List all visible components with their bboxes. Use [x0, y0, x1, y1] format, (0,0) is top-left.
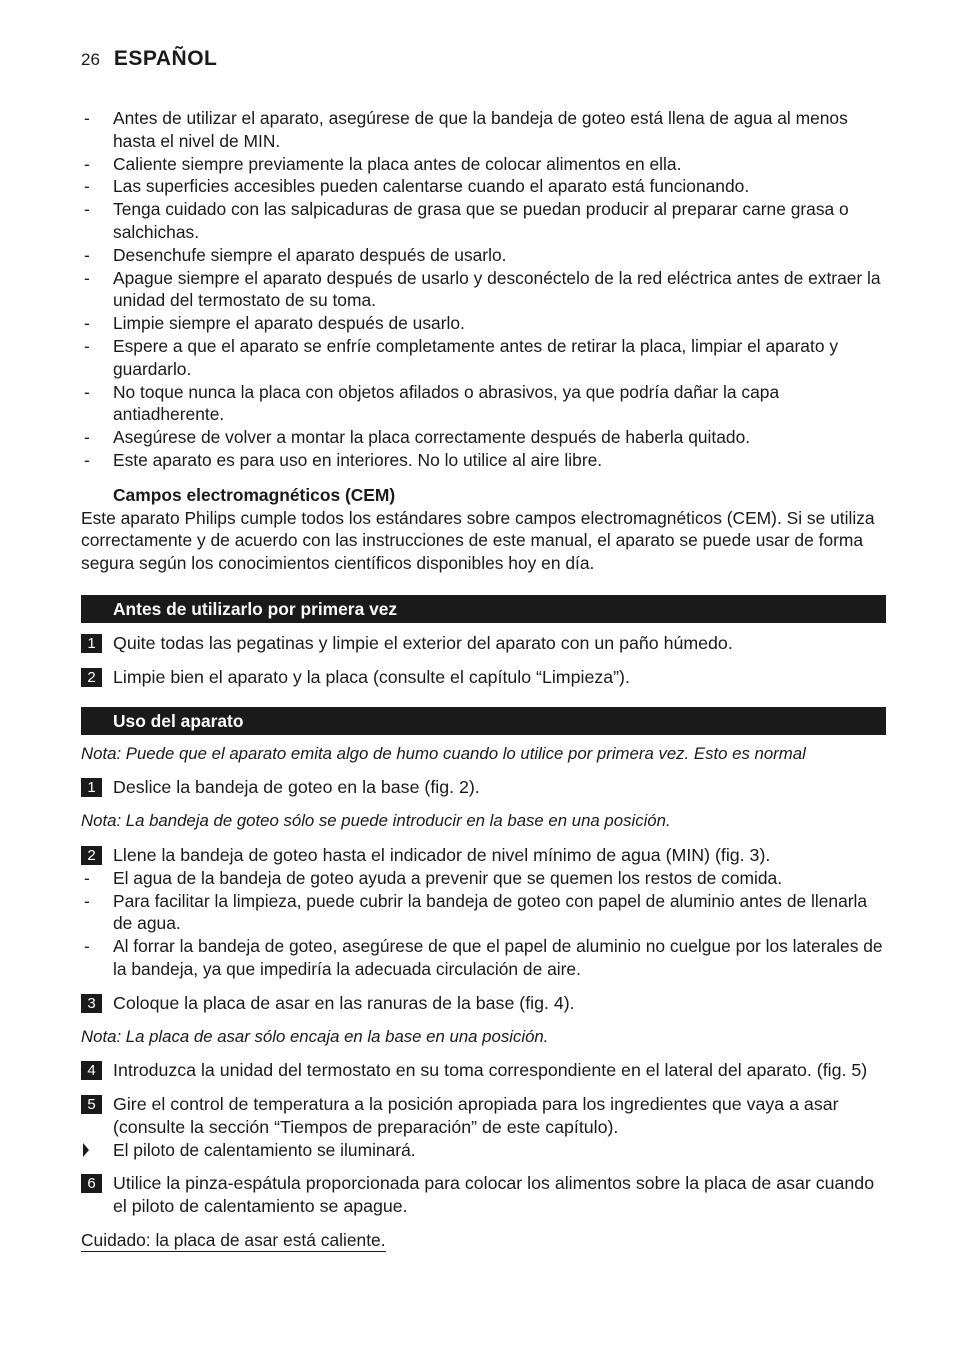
step-2: [81, 844, 886, 867]
caution-text: Cuidado: la placa de asar está caliente.: [81, 1230, 386, 1251]
emf-heading: Campos electromagnéticos (CEM): [113, 484, 396, 505]
page-number: 26: [81, 50, 100, 69]
step-text: Coloque la placa de asar en las ranuras de la base (fig. 4).: [113, 992, 575, 1013]
note: Nota: La bandeja de goteo sólo se puede introducir en la base en una posición.: [81, 811, 671, 831]
step-number: 5: [81, 1095, 102, 1114]
safety-bullet-list: [81, 107, 886, 472]
list-item: - Antes de utilizar el aparato, asegúrese de que la bandeja de goteo está llena de agua al menos hasta el nivel de MIN.: [81, 107, 886, 153]
step-number: 1: [81, 778, 102, 797]
step-2: [81, 666, 886, 689]
note: Nota: Puede que el aparato emita algo de humo cuando lo utilice por primera vez. Esto es normal: [81, 743, 806, 763]
step-text: Utilice la pinza-espátula proporcionada para colocar los alimentos sobre la placa de asar cuando el piloto de calentamiento se apague.: [113, 1173, 875, 1217]
list-item: - Apague siempre el aparato después de usarlo y desconéctelo de la red eléctrica antes de extraer la unidad del termostato de su toma.: [81, 267, 886, 313]
step-text: Quite todas las pegatinas y limpie el exterior del aparato con un paño húmedo.: [113, 632, 733, 653]
list-item: - Limpie siempre el aparato después de usarlo.: [81, 312, 886, 335]
step-1: [81, 776, 886, 799]
step-number: 6: [81, 1174, 102, 1193]
step-number: 3: [81, 994, 102, 1013]
result-arrow-icon: [83, 1143, 89, 1157]
step-number: 1: [81, 634, 102, 653]
list-item: - Asegúrese de volver a montar la placa correctamente después de haberla quitado.: [81, 426, 886, 449]
step-text: Llene la bandeja de goteo hasta el indicador de nivel mínimo de agua (MIN) (fig. 3).: [113, 844, 771, 865]
list-item: - Al forrar la bandeja de goteo, asegúrese de que el papel de aluminio no cuelgue por los laterales de la bandeja, ya que impediría la adecuada circulación de aire.: [81, 935, 886, 981]
language-title: ESPAÑOL: [113, 47, 218, 70]
step-1: [81, 632, 886, 655]
list-item: - No toque nunca la placa con objetos afilados o abrasivos, ya que podría dañar la capa antiadherente.: [81, 381, 886, 427]
list-item: - Desenchufe siempre el aparato después de usarlo.: [81, 244, 886, 267]
list-item: - El agua de la bandeja de goteo ayuda a prevenir que se quemen los restos de comida.: [81, 867, 886, 890]
step-number: 2: [81, 668, 102, 687]
note: Nota: La placa de asar sólo encaja en la base en una posición.: [81, 1026, 549, 1046]
result-text: El piloto de calentamiento se iluminará.: [113, 1139, 416, 1160]
step-number: 4: [81, 1061, 102, 1080]
step-text: Gire el control de temperatura a la posición apropiada para los ingredientes que vaya a asar (consulte la sección “Tiempos de preparación” de este capítulo).: [113, 1094, 839, 1137]
step-number: 2: [81, 846, 102, 865]
page-content: [81, 107, 886, 1252]
step-2-bullet-list: [81, 867, 886, 981]
page-header: [81, 47, 217, 75]
step-3: [81, 992, 886, 1015]
step-6: [81, 1172, 886, 1218]
caution-line: [81, 1229, 886, 1252]
emf-paragraph: Este aparato Philips cumple todos los estándares sobre campos electromagnéticos (CEM). Si se utiliza correctamente y de acuerdo con las instrucciones de este manual, el aparato se puede usar de forma segura según los conocimientos científicos disponibles hoy en día.: [81, 507, 875, 574]
list-item: - Espere a que el aparato se enfríe completamente antes de retirar la placa, limpiar el aparato y guardarlo.: [81, 335, 886, 381]
section-heading-usage: Uso del aparato: [81, 707, 886, 735]
step-5-result: [81, 1139, 886, 1162]
list-item: - Las superficies accesibles pueden calentarse cuando el aparato está funcionando.: [81, 175, 886, 198]
step-text: Limpie bien el aparato y la placa (consulte el capítulo “Limpieza”).: [113, 666, 630, 687]
section-heading-first-use: Antes de utilizarlo por primera vez: [81, 595, 886, 623]
list-item: - Tenga cuidado con las salpicaduras de grasa que se puedan producir al preparar carne grasa o salchichas.: [81, 198, 886, 244]
step-text: Introduzca la unidad del termostato en su toma correspondiente en el lateral del aparato. (fig. 5): [113, 1060, 868, 1081]
step-4: [81, 1059, 886, 1082]
list-item: - Este aparato es para uso en interiores. No lo utilice al aire libre.: [81, 449, 886, 472]
list-item: - Para facilitar la limpieza, puede cubrir la bandeja de goteo con papel de aluminio antes de llenarla de agua.: [81, 890, 886, 936]
list-item: - Caliente siempre previamente la placa antes de colocar alimentos en ella.: [81, 153, 886, 176]
step-5: [81, 1093, 886, 1139]
step-text: Deslice la bandeja de goteo en la base (fig. 2).: [113, 777, 480, 798]
